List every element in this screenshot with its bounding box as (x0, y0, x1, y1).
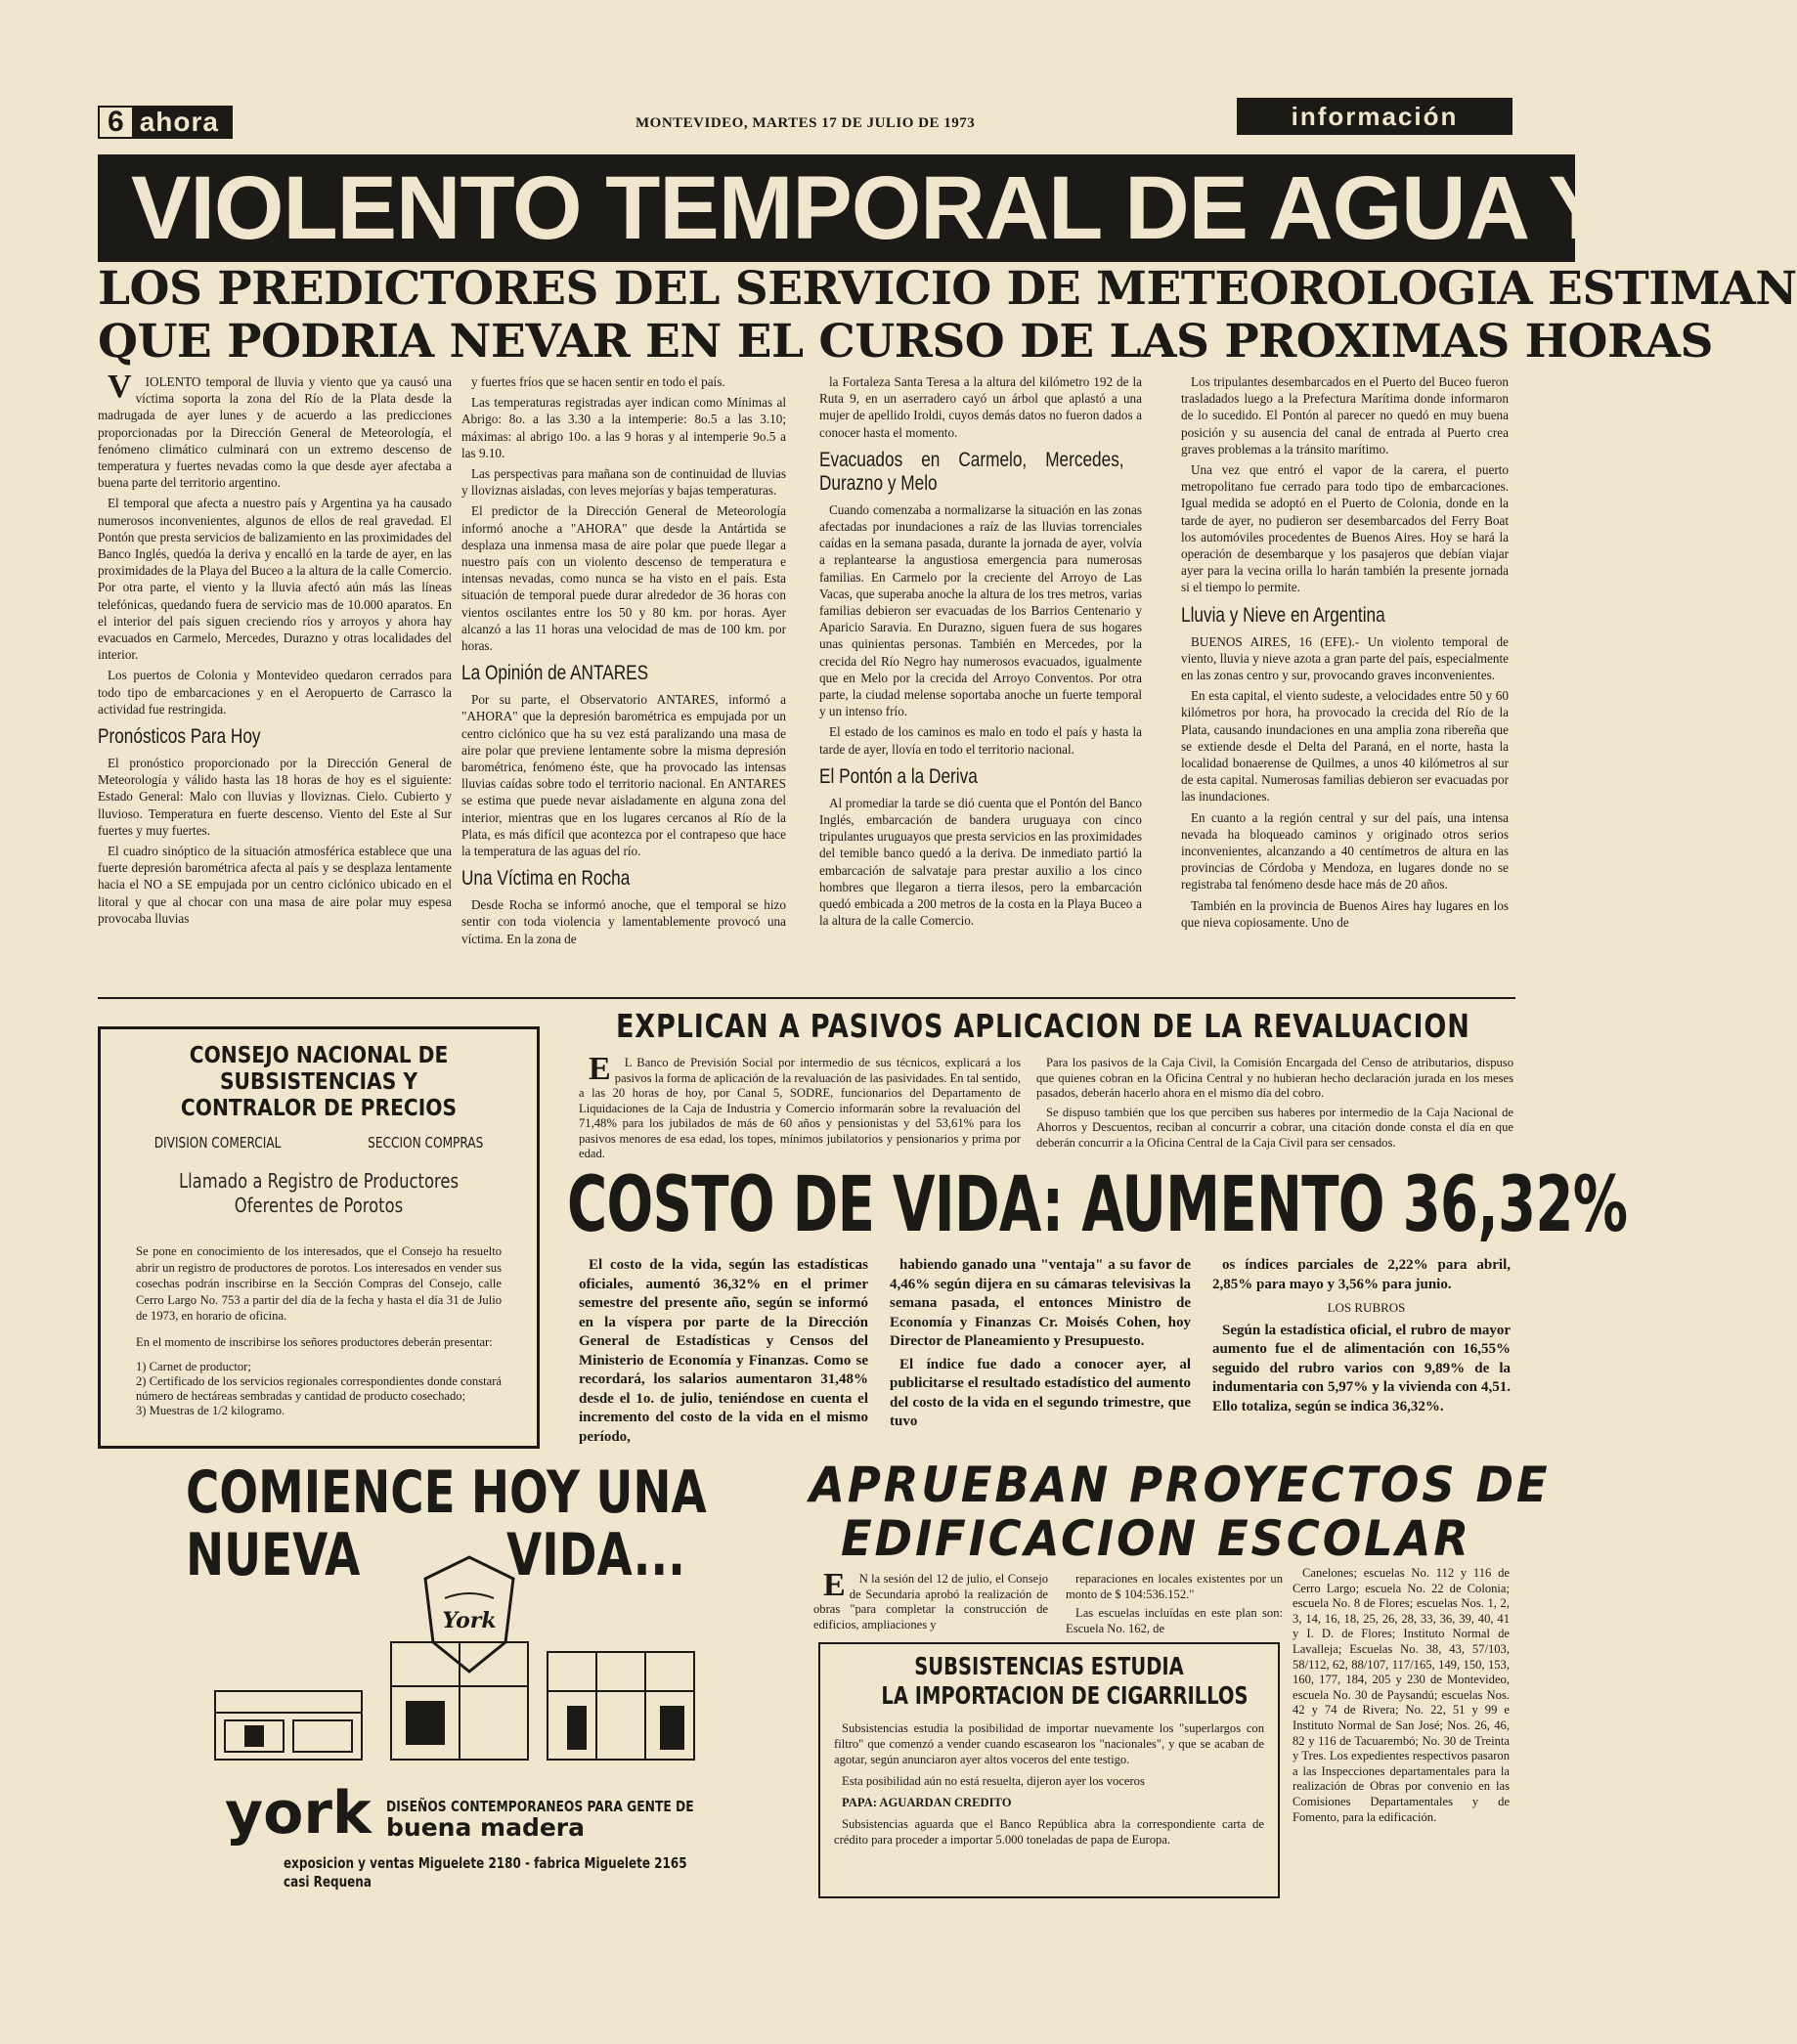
paragraph: El cuadro sinóptico de la situación atmosférica establece que una fuerte depresión barométrica afecta al país y se desplaza lentamente hacia el NO a SE empujada por un centro ciclónico ubicado en el litoral y que al chocar con una masa de aire polar muy espesa provocaba lluvias (98, 844, 452, 926)
section-heading: La Opinión de ANTARES (461, 662, 649, 685)
section-label: SECCION COMPRAS (368, 1134, 484, 1152)
section-heading: Lluvia y Nieve en Argentina (1181, 603, 1385, 627)
ad-headline-word: VIDA... (506, 1521, 685, 1589)
paragraph: El estado de los caminos es malo en todo el país y hasta la tarde de ayer, llovía en todo el territorio nacional. (819, 724, 1142, 757)
ad-headline-word: NUEVA (186, 1521, 361, 1589)
paragraph: Subsistencias aguarda que el Banco República abra la correspondiente carta de crédito para proceder a importar 5.000 toneladas de papa de Europa. (834, 1817, 1264, 1847)
box-title-1: SUBSISTENCIAS ESTUDIA (914, 1652, 1184, 1680)
subheading: LOS RUBROS (1327, 1300, 1406, 1315)
paragraph: Por su parte, el Observatorio ANTARES, informó a "AHORA" que la depresión barométrica es empujada por un centro ciclónico que ha su vez está paralizando una masa de aire polar que previene lentamente sobre la misma depresión barométrica, fenómeno éste, que ha provocado las intensas lluvias caídas sobre todo el territorio nacional. En ANTARES se estima que puede nevar aisladamente en alguna zona del interior, mientras que en los lugares cercanos al Río de la Plata, es más difícil que acontezca por el contrapeso que hace la temperatura de las aguas del río. (461, 692, 786, 859)
list-item: 3) Muestras de 1/2 kilogramo. (136, 1404, 285, 1417)
paragraph: Subsistencias estudia la posibilidad de importar nuevamente los "superlargos con filtro" que comenzó a vender cuando escasearon los "nacionales", y que se acaban de agotar, según anunciaron ayer altos voceros del ente testigo. (834, 1721, 1264, 1766)
paragraph: Canelones; escuelas No. 112 y 116 de Cerro Largo; escuela No. 22 de Colonia; escuela No. 8 de Flores; escuelas Nos. 1, 2, 3, 14, 16, 18, 25, 26, 28, 33, 36, 39, 40, 41 y I. D. de Flores; Instituto Normal de Lavalleja; Escuelas No. 38, 43, 57/103, 58/112, 62, 88/107, 117/165, 149, 150, 153, 160, 177, 184, 205 y 230 de Montevideo, escuela No. 30 de Paysandú; escuelas Nos. 42 y 74 de Rivera; No. 22, 51 y 99 e Instituto Normal de San José; Nos. 26, 46, 82 y 116 de Tacuarembó; No. 30 de Treinta y Tres. Los expedientes respectivos pasaron a las Inspecciones departamentales para la realización de Obras por convenio en las Comisiones Departamentales y de Fomento, para la edificación. (1293, 1566, 1510, 1824)
section-label: información (1237, 98, 1512, 135)
ad-headline-line-2 (186, 1521, 685, 1589)
costo-headline: COSTO DE VIDA: AUMENTO 36,32% (567, 1161, 1628, 1249)
costo-column-3 (1212, 1256, 1511, 1457)
paragraph: VIOLENTO temporal de lluvia y viento que ya causó una víctima soporta la zona del Río de la Plata desde la madrugada de ayer lunes y de acuerdo a las predicciones proporcionadas por la Dirección General de Meteorología, el fenómeno climático culminará con un extremo descenso de temperatura y fuertes nevadas como la que desde ayer afectaba a buena parte del territorio argentino. (98, 369, 452, 491)
divider (98, 997, 1515, 999)
address-line: casi Requena (284, 1873, 372, 1891)
paragraph: EL Banco de Previsión Social por intermedio de sus técnicos, explicará a los pasivos la forma de aplicación de la revaluación de las pasividades. En tal sentido, a las 20 horas de hoy, por Canal 5, SODRE, funcionarios del Departamento de Liquidaciones de la Caja de Industria y Comercio informarán sobre la revaluación del 71,48% para los jubilados de más de 60 años y pensionistas y del 53,61% para los pasivos menores de esa edad, los topes, mínimos jubilatorios y pensionarios y prima por edad. (579, 1051, 1021, 1160)
costo-column-1 (579, 1256, 868, 1457)
explican-headline: EXPLICAN A PASIVOS APLICACION DE LA REVALUACION (616, 1007, 1470, 1045)
paragraph: Se dispuso también que los que perciben sus haberes por intermedio de la Caja Nacional de Ahorros y Descuentos, reciban al concurrir a cobrar, una citación donde consta el día en que deberán concurrir a la Oficina Central de la Caja Civil para ser censados. (1036, 1105, 1513, 1150)
subheading: PAPA: AGUARDAN CREDITO (842, 1796, 1012, 1809)
costo-column-2 (890, 1256, 1191, 1457)
division-label: DIVISION COMERCIAL (153, 1134, 282, 1152)
article-column-2 (461, 373, 786, 972)
paragraph: Las escuelas incluídas en este plan son: Escuela No. 162, de (1066, 1606, 1283, 1635)
consejo-notice-box (98, 1026, 540, 1449)
section-heading: Evacuados en Carmelo, Mercedes, Durazno y Melo (819, 448, 1124, 495)
notice-title: CONSEJO NACIONAL DE SUBSISTENCIAS Y CONTRALOR DE PRECIOS (180, 1043, 458, 1121)
ad-address (284, 1854, 687, 1892)
paragraph: En el momento de inscribirse los señores productores deberán presentar: (136, 1334, 493, 1349)
paragraph: El costo de la vida, según las estadísticas oficiales, aumentó 36,32% en el primer semestre del presente año, según se informó en la víspera por parte de la Dirección General de Estadísticas y Censos del Ministerio de Economía y Finanzas. Como se recordará, los salarios aumentaron 31,48% desde el 1o. de julio, teniéndose en cuenta el incremento del costo de la vida en el mismo período, (579, 1257, 868, 1445)
paragraph: El predictor de la Dirección General de Meteorología informó anoche a "AHORA" que desde la Antártida se desplaza una inmensa masa de aire polar que puede llegar a nuestro país con un violento descenso de temperatura e intensas nevadas, como nunca se ha visto en el país. Esta situación de temporal puede durar alrededor de 36 horas con vientos oscilantes entre los 50 y 80 km. por horas. Ayer alcanzó a las 11 horas una velocidad de mas de 100 km. por horas. (461, 503, 786, 654)
page-header-brand (98, 106, 233, 139)
newspaper-brand: ahora (139, 107, 219, 137)
explican-column-2 (1036, 1056, 1513, 1163)
paragraph: En cuanto a la región central y sur del país, una intensa nevada ha bloqueado caminos y originado otros serios inconvenientes, alcanzando a 40 centímetros de altura en las provincias de Córdoba y Mendoza, en lugares donde no se registraba tal fenómeno desde hace más de 20 años. (1181, 809, 1509, 892)
crest-badge-text: York (442, 1608, 497, 1633)
paragraph: EN la sesión del 12 de julio, el Consejo de Secundaria aprobó la realización de obras "para completar la construcción de edificios, ampliaciones y (813, 1567, 1048, 1631)
aprueban-column-3 (1293, 1566, 1510, 1918)
box-body (834, 1720, 1264, 1848)
article-column-4 (1181, 373, 1509, 972)
aprueban-column-2 (1066, 1572, 1283, 1640)
aprueban-headline-1: APRUEBAN PROYECTOS DE (810, 1457, 1551, 1513)
paragraph: Las perspectivas para mañana son de continuidad de lluvias y lloviznas aisladas, con leves mejorías y bajas temperaturas. (461, 466, 786, 499)
paragraph: os índices parciales de 2,22% para abril, 2,85% para mayo y 3,56% para junio. (1212, 1257, 1511, 1292)
paragraph: Se pone en conocimiento de los interesados, que el Consejo ha resuelto abrir un registro de productores de porotos. Los interesados en vender sus cosechas podrán inscribirse en la Sección Compras del Consejo, calle Cerro Largo No. 753 a partir del día de la fecha y hasta el día 31 de Julio de 1973, en horario de oficina. (136, 1244, 502, 1323)
main-headline: VIOLENTO TEMPORAL DE AGUA Y (98, 154, 1575, 262)
paragraph: El temporal que afecta a nuestro país y Argentina ya ha causado numerosos inconvenientes, algunos de ellos de real gravedad. El Pontón que presta servicios de balizamiento en las proximidades del Banco Inglés, quedóa la deriva y encalló en la tarde de ayer, en las proximidades de la Playa del Buceo a la altura de la calle Comercio. Por otra parte, el viento y la lluvia afectó aún más las líneas telefónicas, quedando fuera de servicio mas de 10.000 aparatos. En el interior del país siguen creciendo ríos y arroyos y ahora hay evacuados en Carmelo, Mercedes, Durazno y otras localidades del interior. (98, 496, 452, 663)
requirements-list (136, 1360, 502, 1418)
aprueban-headline-2: EDIFICACION ESCOLAR (841, 1510, 1471, 1567)
paragraph: El pronóstico proporcionado por la Dirección General de Meteorología y válido hasta las 18 horas de hoy es el siguiente: Estado General: Malo con lluvias y lloviznas. Cielo. Cubierto y lluvioso. Temperatura en fuerte descenso. Viento del Este al Sur fuertes y muy fuertes. (98, 756, 452, 838)
notice-body (136, 1243, 502, 1418)
paragraph: También en la provincia de Buenos Aires hay lugares en los que nieva copiosamente. Uno de (1181, 897, 1509, 930)
furniture-illustration (215, 1632, 704, 1779)
cigarrillos-box (818, 1642, 1280, 1898)
paragraph: Las temperaturas registradas ayer indican como Mínimas al Abrigo: 8o. a las 3.30 a la intemperie: 8o.5 a las 3.10; máximas: al abrigo 10o. a las 9 horas y al intemperie 9o.5 a las 9.10. (461, 395, 786, 460)
subheadline-2: QUE PODRIA NEVAR EN EL CURSO DE LAS PROXIMAS HORAS (98, 315, 1713, 369)
notice-subtitle: Llamado a Registro de Productores Oferentes de Porotos (178, 1169, 460, 1217)
notice-divisions (154, 1134, 484, 1152)
article-column-1 (98, 369, 452, 972)
aprueban-column-1 (813, 1567, 1048, 1640)
subheadline-1: LOS PREDICTORES DEL SERVICIO DE METEOROLOGIA ESTIMAN (98, 262, 1797, 316)
york-logo: york (225, 1779, 372, 1848)
paragraph: Los tripulantes desembarcados en el Puerto del Buceo fueron trasladados luego a la Prefectura Marítima donde informaron de lo sucedido. El Pontón al parecer no quedó en muy buena posición y su ausencia del canal de entrada al Puerto crea graves problemas a la tránsito marítimo. (1181, 374, 1509, 457)
explican-column-1 (579, 1051, 1021, 1163)
address-line: exposicion y ventas Miguelete 2180 - fabrica Miguelete 2165 (284, 1854, 687, 1872)
paragraph: En esta capital, el viento sudeste, a velocidades entre 50 y 60 kilómetros por hora, ha provocado la crecida del Río de la Plata, causando inundaciones en una amplia zona ribereña que se extiende desde el Delta del Paraná, en el norte, hasta la localidad bonaerense de Quilmes, a unos 40 kilómetros al sur de esta capital. Numerosas familias debieron ser evacuadas por las inundaciones. (1181, 688, 1509, 805)
box-title-2: LA IMPORTACION DE CIGARRILLOS (881, 1681, 1249, 1710)
ad-headline-line-1: COMIENCE HOY UNA (186, 1458, 707, 1527)
paragraph: la Fortaleza Santa Teresa a la altura del kilómetro 192 de la Ruta 9, en un aserradero cayó un árbol que aplastó a una mujer de apellido Iroldi, cuyos demás datos no fueron dados a conocer hasta el momento. (819, 374, 1142, 440)
paragraph: Para los pasivos de la Caja Civil, la Comisión Encargada del Censo de atributarios, dispuso que quienes cobran en la Oficina Central y no hubieran hecho declaración jurada en los meses pasados, deberán hacerlo ahora en el mismo día del cobro. (1036, 1056, 1513, 1100)
ad-tagline-bold: buena madera (386, 1813, 585, 1842)
paragraph: BUENOS AIRES, 16 (EFE).- Un violento temporal de viento, lluvia y nieve azota a gran parte del país, especialmente en las zonas centro y sur, provocando graves inconvenientes. (1181, 633, 1509, 683)
paragraph: reparaciones en locales existentes por un monto de $ 104:536.152." (1066, 1572, 1283, 1601)
paragraph: El índice fue dado a conocer ayer, al publicitarse el resultado estadístico del aumento del costo de la vida en el segundo trimestre, que tuvo (890, 1356, 1191, 1429)
list-item: 1) Carnet de productor; (136, 1360, 251, 1373)
paragraph: Desde Rocha se informó anoche, que el temporal se hizo sentir con toda violencia y lamentablemente provocó una víctima. En la zona de (461, 897, 786, 946)
paragraph: Cuando comenzaba a normalizarse la situación en las zonas afectadas por inundaciones a raíz de las lluvias torrenciales caídas en la semana pasada, durante la jornada de ayer, volvía a replantearse la angustiosa emergencia para numerosas familias. En Carmelo por la creciente del Arroyo de Las Vacas, que superaba anoche la altura de los tres metros, varias familias debieron ser evacuadas de los Barrios Centenario y Aparicio Saravia. En Durazno, siguen fuera de sus hogares unas quinientas personas. También en Mercedes, por la crecida del Río Negro hay numerosos evacuados, igualmente que en Melo por la crecida del Arroyo Conventos. Por otra parte, la ciudad melense soportaba anoche un fuerte temporal y un intenso frío. (819, 501, 1142, 719)
paragraph: habiendo ganado una "ventaja" a su favor de 4,46% según dijera en su cámaras televisivas la semana pasada, el entonces Ministro de Economía y Finanzas Cr. Moisés Cohen, hoy Director de Planeamiento y Presupuesto. (890, 1257, 1191, 1349)
section-heading: El Pontón a la Deriva (819, 764, 978, 788)
section-heading: Pronósticos Para Hoy (98, 725, 261, 749)
ad-tagline: DISEÑOS CONTEMPORANEOS PARA GENTE DE (386, 1798, 694, 1815)
page-number: 6 (100, 108, 132, 137)
york-advertisement (186, 1458, 714, 1921)
edition-date: MONTEVIDEO, MARTES 17 DE JULIO DE 1973 (636, 115, 976, 131)
paragraph: Según la estadística oficial, el rubro de mayor aumento fue el de alimentación con 16,55% seguido del rubro varios con 9,89% de la indumentaria con 5,97% y la vivienda con 4,51. Ello totaliza, según se indica 36,32%. (1212, 1322, 1511, 1414)
article-column-3 (819, 373, 1142, 972)
section-heading: Una Víctima en Rocha (461, 867, 631, 891)
paragraph: y fuertes fríos que se hacen sentir en todo el país. (471, 374, 725, 389)
paragraph: Al promediar la tarde se dió cuenta que el Pontón del Banco Inglés, embarcación de bandera uruguaya con cinco tripulantes uruguayos que presta servicios en las proximidades del temible banco quedó a la deriva. De inmediato partió la embarcación de salvataje para prestar auxilio a los cinco hombres que llegaron a tierra ilesos, pero la embarcación quedó embicada a 200 metros de la costa en la Playa Buceo a la altura de la calle Comercio. (819, 795, 1142, 929)
list-item: 2) Certificado de los servicios regionales correspondientes donde constará número de hectáreas sembradas y cantidad de producto cosechado; (136, 1374, 502, 1403)
paragraph: Una vez que entró el vapor de la carera, el puerto metropolitano fue cerrado para todo tipo de embarcaciones. Igual medida se adoptó en el Puerto de Colonia, donde en la tarde de ayer, no pudieron ser desembarcados del Ferry Boat los automóviles procedentes de Buenos Aires. Hoy se hará la operación de desembarque y los pasajeros que debían viajar ayer para la vecina orilla lo harán también la presente jornada si el tiempo lo permite. (1181, 462, 1509, 595)
paragraph: Los puertos de Colonia y Montevideo quedaron cerrados para todo tipo de embarcaciones y en el Aeropuerto de Carrasco la actividad fue restringida. (98, 668, 452, 717)
paragraph: Esta posibilidad aún no está resuelta, dijeron ayer los voceros (842, 1774, 1145, 1788)
